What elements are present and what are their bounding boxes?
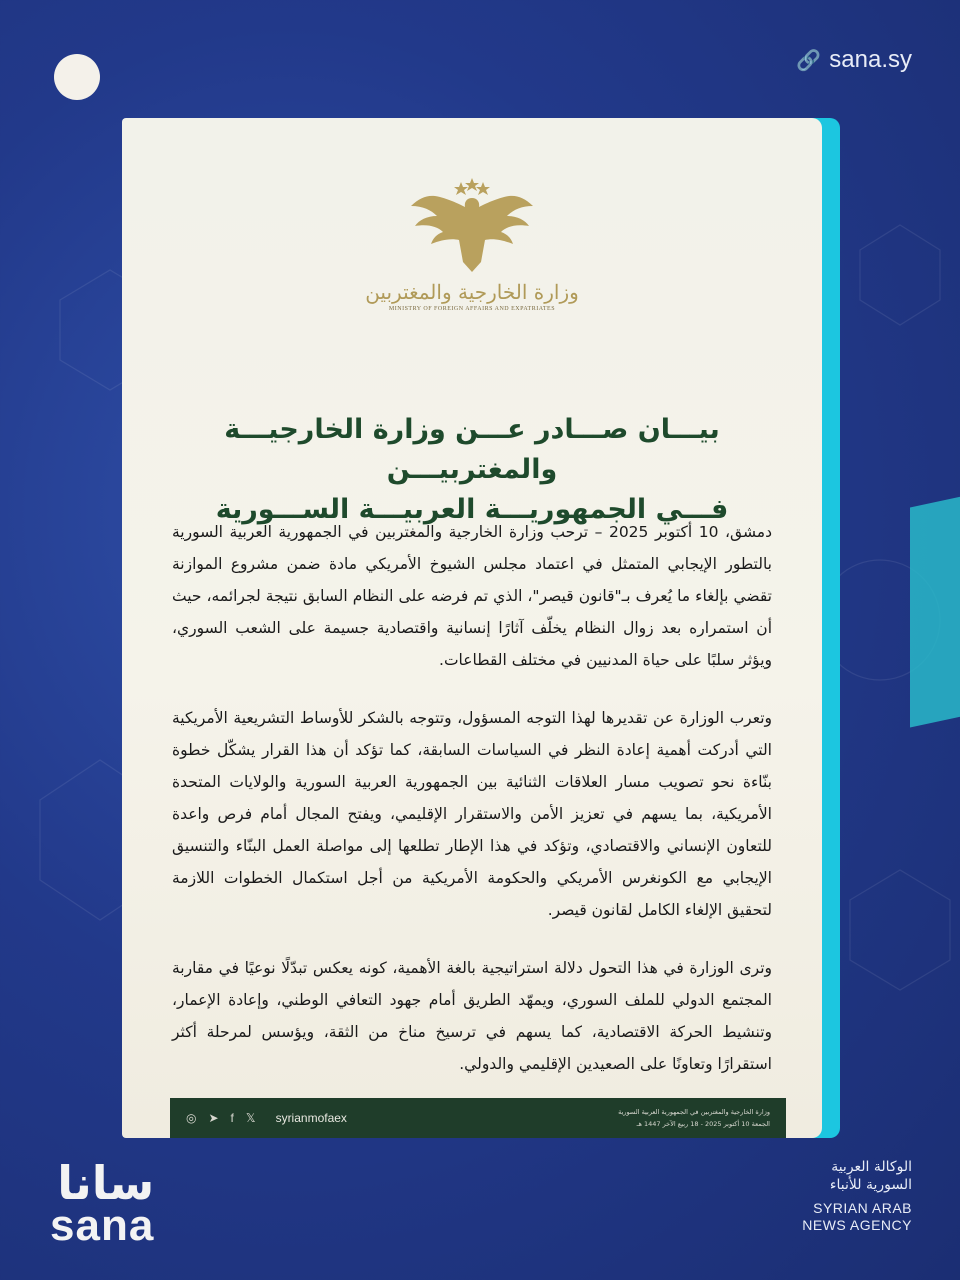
statement-title (162, 410, 782, 530)
title-line-1: بيـــان صـــادر عـــن وزارة الخارجيـــة والمغتربيـــن (224, 414, 720, 485)
decorative-circle (54, 54, 100, 100)
footer-org: وزارة الخارجية والمغتربين في الجمهورية العربية السورية (618, 1108, 770, 1116)
ministry-emblem (122, 176, 822, 312)
sana-logo-arabic: سانا (57, 1156, 155, 1210)
social-handle: syrianmofaex (275, 1111, 347, 1125)
instagram-icon[interactable]: ◎ (186, 1111, 197, 1125)
agency-name-arabic-line-2: السورية للأنباء (829, 1177, 912, 1193)
agency-name (802, 1158, 912, 1234)
document-footer (170, 1098, 786, 1138)
ministry-name-arabic: وزارة الخارجية والمغتربين (365, 280, 579, 304)
agency-name-arabic-line-1: الوكالة العربية (831, 1159, 912, 1175)
agency-name-english-line-2: NEWS AGENCY (802, 1217, 912, 1233)
ministry-name-english: MINISTRY OF FOREIGN AFFAIRS AND EXPATRIATES (388, 306, 556, 312)
site-link[interactable] (796, 46, 912, 74)
paragraph: وترى الوزارة في هذا التحول دلالة استراتيجية بالغة الأهمية، كونه يعكس تبدّلًا نوعيًا في مقاربة المجتمع الدولي للملف السوري، ويمهّد الطريق أمام جهود التعافي الوطني، وإعادة الإعمار، وتنشيط الحركة الاقتصادية، كما يسهم في ترسيخ مناخ من الثقة، ويؤسس لمرحلة أكثر استقرارًا وتعاونًا على الصعيدين الإقليمي والدولي. (172, 959, 772, 1073)
paragraph: وتعرب الوزارة عن تقديرها لهذا التوجه المسؤول، وتتوجه بالشكر للأوساط التشريعية الأمريكية التي أدركت أهمية إعادة النظر في السياسات السابقة، كما تؤكد أن هذا القرار يشكّل خطوة بنّاءة نحو تصويب مسار العلاقات الثنائية بين الجمهورية العربية السورية والولايات المتحدة الأمريكية، بما يسهم في تعزيز الأمن والاستقرار الإقليمي، ويفتح المجال أمام فرص واعدة للتعاون الإنساني والاقتصادي، وتؤكد في هذا الإطار تطلعها إلى مواصلة العمل البنّاء والتنسيق الإيجابي مع الكونغرس الأمريكي والحكومة الأمريكية من أجل استكمال الخطوات اللازمة لتحقيق الإلغاء الكامل لقانون قيصر. (172, 709, 772, 919)
link-icon: 🔗 (796, 49, 822, 72)
footer-date: الجمعة 10 أكتوبر 2025 - 18 ربيع الآخر 1447 هـ (636, 1120, 770, 1128)
sana-logo (50, 1156, 155, 1250)
social-links (186, 1111, 347, 1125)
site-url: sana.sy (829, 46, 912, 73)
x-icon[interactable]: 𝕏 (245, 1111, 256, 1125)
agency-name-english-line-1: SYRIAN ARAB (813, 1200, 912, 1216)
sana-logo-english: sana (50, 1201, 155, 1250)
facebook-icon[interactable]: f (230, 1111, 234, 1125)
telegram-icon[interactable]: ➤ (208, 1111, 219, 1125)
decorative-teal-shape (910, 493, 960, 728)
eagle-emblem-icon (397, 176, 547, 276)
footer-info (618, 1106, 770, 1130)
statement-document (122, 118, 822, 1138)
statement-body (172, 516, 772, 1106)
paragraph: دمشق، 10 أكتوبر 2025 – ترحب وزارة الخارجية والمغتربين في الجمهورية العربية السورية بالتطور الإيجابي المتمثل في اعتماد مجلس الشيوخ الأمريكي مادة ضمن مشروع الموازنة تقضي بإلغاء ما يُعرف بـ"قانون قيصر"، الذي تم فرضه على النظام السابق نتيجة لجرائمه، حيث أن استمراره بعد زوال النظام يخلّف آثارًا إنسانية واقتصادية جسيمة على الشعب السوري، ويؤثر سلبًا على حياة المدنيين في مختلف القطاعات. (172, 523, 772, 669)
title-line-2: فـــي الجمهوريـــة العربيـــة الســـورية (215, 494, 729, 525)
